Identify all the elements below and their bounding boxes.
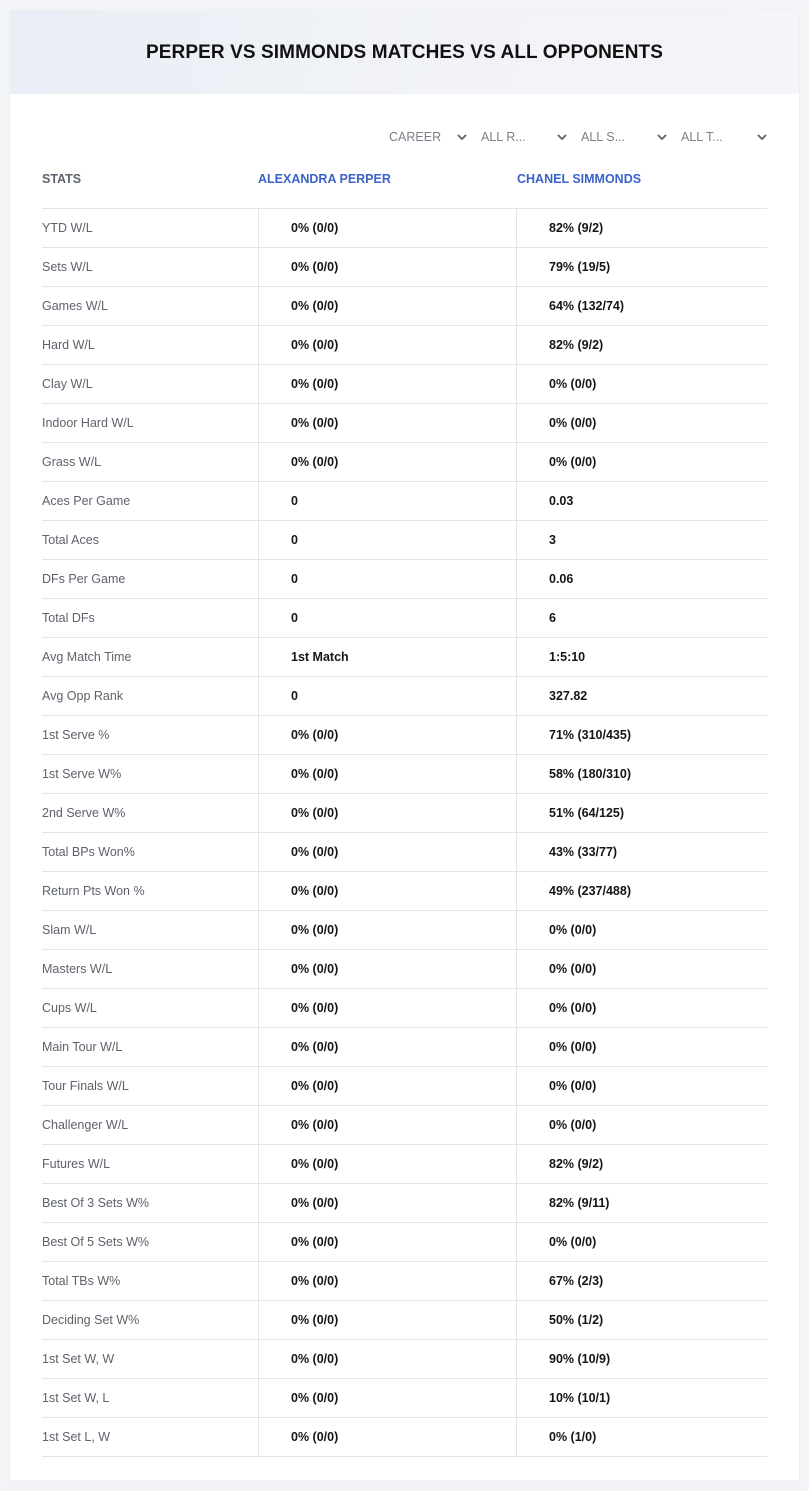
stat-label: Return Pts Won % [42,884,145,898]
table-row [42,1106,767,1145]
table-row [42,755,767,794]
player1-value: 0% (0/0) [258,1184,516,1222]
player1-value: 0% (0/0) [258,1106,516,1144]
table-row [42,482,767,521]
table-row [42,1067,767,1106]
player1-value: 0% (0/0) [258,1223,516,1261]
player2-value: 0% (0/0) [516,1106,767,1144]
player2-value: 43% (33/77) [516,833,767,871]
filter-bar [385,126,767,148]
filter-tournament-label: ALL T... [681,130,723,144]
player1-value: 0% (0/0) [258,950,516,988]
player2-value: 0% (0/0) [516,911,767,949]
player1-value: 0% (0/0) [258,287,516,325]
table-row [42,1379,767,1418]
stat-label: Sets W/L [42,260,93,274]
table-row [42,599,767,638]
player1-value: 0% (0/0) [258,1028,516,1066]
stat-label: 1st Set L, W [42,1430,111,1444]
stats-table [42,160,767,1457]
player2-value: 71% (310/435) [516,716,767,754]
player2-value: 0.03 [516,482,767,520]
player2-value: 0% (0/0) [516,404,767,442]
table-body [42,209,767,1457]
stat-label: Tour Finals W/L [42,1079,129,1093]
player1-value: 0% (0/0) [258,365,516,403]
table-row [42,326,767,365]
table-row [42,1145,767,1184]
player1-value: 0% (0/0) [258,1418,516,1456]
player1-value: 0% (0/0) [258,1301,516,1339]
table-row [42,248,767,287]
player1-value: 0% (0/0) [258,911,516,949]
stat-label: Total Aces [42,533,99,547]
filter-surface-label: ALL S... [581,130,626,144]
stat-label: Challenger W/L [42,1118,129,1132]
player2-value: 50% (1/2) [516,1301,767,1339]
table-row [42,521,767,560]
stat-label: Slam W/L [42,923,97,937]
player1-value: 0% (0/0) [258,248,516,286]
player2-value: 51% (64/125) [516,794,767,832]
player2-value: 64% (132/74) [516,287,767,325]
player2-value: 82% (9/2) [516,1145,767,1183]
player2-value: 6 [516,599,767,637]
filter-tournament-select[interactable] [677,126,767,148]
player1-value: 0 [258,482,516,520]
table-row [42,1028,767,1067]
table-header-row [42,160,767,209]
player1-value: 1st Match [258,638,516,676]
stat-label: Best Of 3 Sets W% [42,1196,149,1210]
player1-value: 0% (0/0) [258,989,516,1027]
stat-label: Aces Per Game [42,494,131,508]
table-row [42,287,767,326]
player2-value: 0% (0/0) [516,989,767,1027]
player1-value: 0% (0/0) [258,1067,516,1105]
table-row [42,872,767,911]
chevron-down-icon [657,133,667,141]
column-header-stats: STATS [42,172,82,186]
table-row [42,1262,767,1301]
player1-value: 0% (0/0) [258,833,516,871]
player2-value: 82% (9/11) [516,1184,767,1222]
stat-label: Total BPs Won% [42,845,135,859]
table-row [42,443,767,482]
stat-label: 1st Set W, L [42,1391,110,1405]
table-row [42,209,767,248]
player1-value: 0% (0/0) [258,755,516,793]
table-row [42,1418,767,1457]
stats-card [10,10,799,1480]
filter-round-label: ALL R... [481,130,526,144]
stat-label: YTD W/L [42,221,93,235]
player1-value: 0% (0/0) [258,872,516,910]
player2-value: 67% (2/3) [516,1262,767,1300]
page-title: PERPER VS SIMMONDS MATCHES VS ALL OPPONENTS [145,42,663,63]
stat-label: Best Of 5 Sets W% [42,1235,149,1249]
player2-value: 0% (1/0) [516,1418,767,1456]
card-header [10,10,799,94]
player1-value: 0 [258,521,516,559]
player2-value: 90% (10/9) [516,1340,767,1378]
chevron-down-icon [757,133,767,141]
filter-surface-select[interactable] [577,126,667,148]
stat-label: 2nd Serve W% [42,806,126,820]
table-row [42,1223,767,1262]
stat-label: Futures W/L [42,1157,111,1171]
player1-value: 0 [258,677,516,715]
table-row [42,365,767,404]
table-row [42,911,767,950]
player1-value: 0% (0/0) [258,794,516,832]
table-row [42,404,767,443]
stat-label: Avg Opp Rank [42,689,124,703]
player1-value: 0% (0/0) [258,1145,516,1183]
table-row [42,560,767,599]
stat-label: 1st Set W, W [42,1352,115,1366]
player1-value: 0% (0/0) [258,716,516,754]
stat-label: Cups W/L [42,1001,97,1015]
player2-value: 1:5:10 [516,638,767,676]
player2-value: 0% (0/0) [516,365,767,403]
stat-label: Masters W/L [42,962,113,976]
stat-label: Total TBs W% [42,1274,121,1288]
player2-link[interactable]: CHANEL SIMMONDS [517,172,642,186]
table-row [42,638,767,677]
player1-value: 0% (0/0) [258,404,516,442]
stat-label: Hard W/L [42,338,95,352]
stat-label: Total DFs [42,611,95,625]
table-row [42,677,767,716]
player1-value: 0% (0/0) [258,443,516,481]
player2-value: 10% (10/1) [516,1379,767,1417]
player2-value: 82% (9/2) [516,326,767,364]
player2-value: 0% (0/0) [516,443,767,481]
filter-round-select[interactable] [477,126,567,148]
player1-value: 0 [258,599,516,637]
player2-value: 49% (237/488) [516,872,767,910]
table-row [42,716,767,755]
player2-value: 82% (9/2) [516,209,767,247]
player1-value: 0% (0/0) [258,1262,516,1300]
player1-link[interactable]: ALEXANDRA PERPER [258,172,391,186]
table-row [42,1301,767,1340]
chevron-down-icon [457,133,467,141]
table-row [42,950,767,989]
player1-value: 0% (0/0) [258,1340,516,1378]
table-row [42,1340,767,1379]
player2-value: 79% (19/5) [516,248,767,286]
stat-label: Avg Match Time [42,650,132,664]
stat-label: Games W/L [42,299,108,313]
filter-period-label: CAREER [389,130,442,144]
stat-label: DFs Per Game [42,572,126,586]
player2-value: 0% (0/0) [516,1067,767,1105]
stat-label: 1st Serve W% [42,767,122,781]
player2-value: 327.82 [516,677,767,715]
player2-value: 0% (0/0) [516,1223,767,1261]
table-row [42,833,767,872]
player2-value: 58% (180/310) [516,755,767,793]
player1-value: 0% (0/0) [258,209,516,247]
filter-period-select[interactable] [385,126,467,148]
player2-value: 3 [516,521,767,559]
player2-value: 0% (0/0) [516,950,767,988]
stat-label: Indoor Hard W/L [42,416,134,430]
player2-value: 0% (0/0) [516,1028,767,1066]
player1-value: 0 [258,560,516,598]
table-row [42,1184,767,1223]
stat-label: Grass W/L [42,455,102,469]
chevron-down-icon [557,133,567,141]
stat-label: 1st Serve % [42,728,110,742]
stat-label: Clay W/L [42,377,93,391]
player1-value: 0% (0/0) [258,326,516,364]
stat-label: Deciding Set W% [42,1313,140,1327]
player2-value: 0.06 [516,560,767,598]
table-row [42,989,767,1028]
table-row [42,794,767,833]
stat-label: Main Tour W/L [42,1040,123,1054]
player1-value: 0% (0/0) [258,1379,516,1417]
